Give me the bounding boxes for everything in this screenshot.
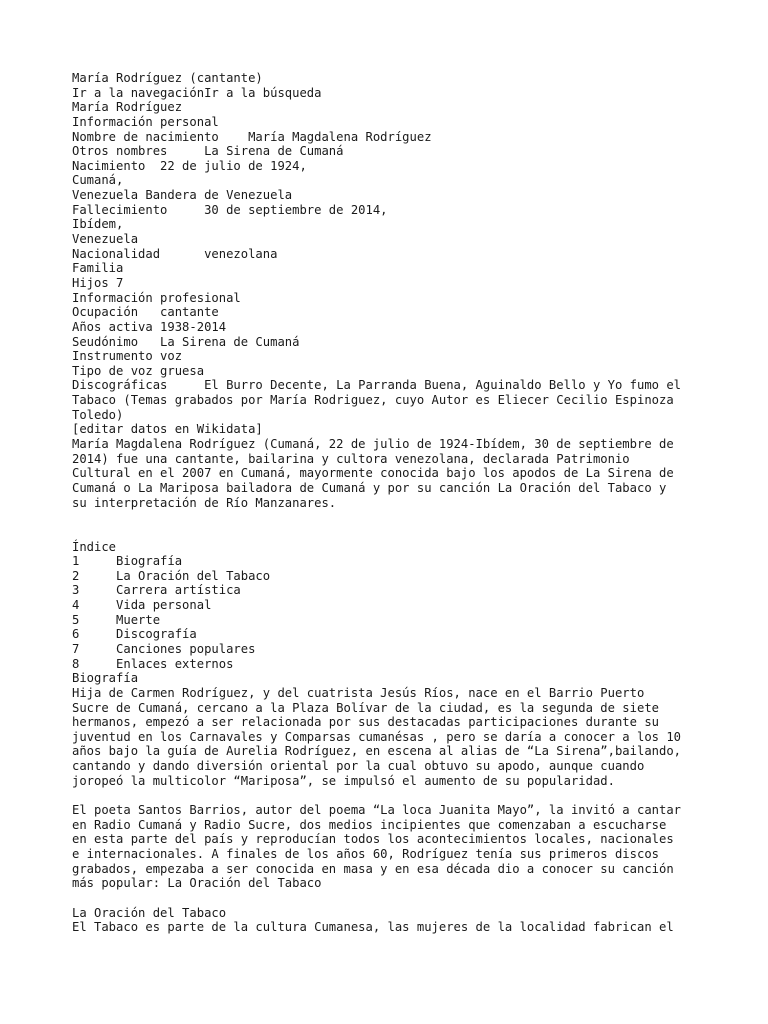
spacer: [72, 891, 702, 906]
paragraph-line: El poeta Santos Barrios, autor del poema “La loca Juanita Mayo”, la invitó a cantar: [72, 803, 682, 818]
toc-item[interactable]: 5 Muerte: [72, 612, 161, 627]
professional-info-section: Información profesional: [72, 290, 241, 305]
toc-item[interactable]: 4 Vida personal: [72, 598, 212, 613]
toc-item[interactable]: 6 Discografía: [72, 627, 197, 642]
paragraph-line: Hija de Carmen Rodríguez, y del cuatrista Jesús Ríos, nace en el Barrio Puerto: [72, 685, 645, 700]
paragraph-line: en Radio Cumaná y Radio Sucre, dos medios incipientes que comenzaban a escucharse: [72, 817, 667, 832]
toc-item[interactable]: 7 Canciones populares: [72, 641, 256, 656]
paragraph-line: e internacionales. A finales de los años 60, Rodríguez tenía sus primeros discos: [72, 846, 659, 861]
birth-name-row: Nombre de nacimiento María Magdalena Rodríguez: [72, 129, 432, 144]
years-active-row: Años activa 1938-2014: [72, 319, 227, 334]
voice-type-row: Tipo de voz gruesa: [72, 363, 205, 378]
toc-item[interactable]: 1 Biografía: [72, 554, 183, 569]
paragraph-line: más popular: La Oración del Tabaco: [72, 876, 322, 891]
family-section: Familia: [72, 261, 124, 276]
biography-section: [72, 671, 702, 905]
table-of-contents: [72, 540, 702, 672]
personal-info-section: Información personal: [72, 114, 219, 129]
discography-row-line: Discográficas El Burro Decente, La Parranda Buena, Aguinaldo Bello y Yo fumo el: [72, 378, 682, 393]
infobox: [72, 100, 702, 437]
spacer: [72, 525, 702, 540]
discography-row-line: Tabaco (Temas grabados por María Rodriguez, cuyo Autor es Eliecer Cecilio Espinoza: [72, 393, 674, 408]
paragraph-line: hermanos, empezó a ser relacionada por sus destacadas participaciones durante su: [72, 715, 659, 730]
spacer: [72, 510, 702, 525]
paragraph-line: años bajo la guía de Aurelia Rodríguez, en escena al alias de “La Sirena”,bailando,: [72, 744, 682, 759]
occupation-row: Ocupación cantante: [72, 305, 219, 320]
intro-line: Cultural en el 2007 en Cumaná, mayormente conocida bajo los apodos de La Sirena de: [72, 466, 674, 481]
paragraph-line: Sucre de Cumaná, cercano a la Plaza Bolívar de la ciudad, es la segunda de siete: [72, 700, 659, 715]
toc-item[interactable]: 3 Carrera artística: [72, 583, 241, 598]
paragraph-line: joropeó la multicolor “Mariposa”, se impulsó el aumento de su popularidad.: [72, 773, 615, 788]
instrument-row: Instrumento voz: [72, 349, 183, 364]
intro-paragraph: [72, 437, 702, 510]
death-country: Venezuela: [72, 232, 139, 247]
death-row: Fallecimiento 30 de septiembre de 2014,: [72, 202, 388, 217]
toc-item[interactable]: 2 La Oración del Tabaco: [72, 568, 271, 583]
intro-line: Cumaná o La Mariposa bailadora de Cumaná y por su canción La Oración del Tabaco y: [72, 480, 667, 495]
paragraph-line: cantando y dando diversión oriental por la cual obtuvo su apodo, aunque cuando: [72, 759, 645, 774]
paragraph-line: El Tabaco es parte de la cultura Cumanesa, las mujeres de la localidad fabrican el: [72, 920, 674, 935]
intro-line: María Magdalena Rodríguez (Cumaná, 22 de julio de 1924-Ibídem, 30 de septiembre de: [72, 437, 674, 452]
discography-row-line: Toledo): [72, 407, 124, 422]
toc-item[interactable]: 8 Enlaces externos: [72, 656, 234, 671]
birth-place: Cumaná,: [72, 173, 124, 188]
birth-row: Nacimiento 22 de julio de 1924,: [72, 158, 307, 173]
toc-heading: Índice: [72, 539, 117, 554]
tabaco-section: [72, 906, 702, 935]
intro-line: 2014) fue una cantante, bailarina y cultora venezolana, declarada Patrimonio: [72, 451, 630, 466]
birth-country: Venezuela Bandera de Venezuela: [72, 188, 293, 203]
infobox-heading: María Rodríguez: [72, 100, 183, 115]
spacer: [72, 788, 702, 803]
other-names-row: Otros nombres La Sirena de Cumaná: [72, 144, 344, 159]
section-heading-biography: Biografía: [72, 671, 139, 686]
paragraph-line: juventud en los Carnavales y Comparsas cumanésas , pero se daría a conocer a los 10: [72, 729, 682, 744]
pseudonym-row: Seudónimo La Sirena de Cumaná: [72, 334, 300, 349]
intro-line: su interpretación de Río Manzanares.: [72, 495, 337, 510]
page-title: María Rodríguez (cantante): [72, 71, 263, 85]
death-place: Ibídem,: [72, 217, 124, 232]
document-text: [72, 71, 702, 935]
edit-wikidata-link[interactable]: [editar datos en Wikidata]: [72, 422, 263, 437]
children-row: Hijos 7: [72, 275, 124, 290]
paragraph-line: en esta parte del país y reproducían todos los acontecimientos locales, nacionales: [72, 832, 674, 847]
section-heading-tabaco: La Oración del Tabaco: [72, 905, 227, 920]
paragraph-line: grabados, empezaba a ser conocida en masa y en esa década dio a conocer su canción: [72, 861, 674, 876]
navigation-links: Ir a la navegaciónIr a la búsqueda: [72, 85, 322, 100]
nationality-row: Nacionalidad venezolana: [72, 246, 278, 261]
